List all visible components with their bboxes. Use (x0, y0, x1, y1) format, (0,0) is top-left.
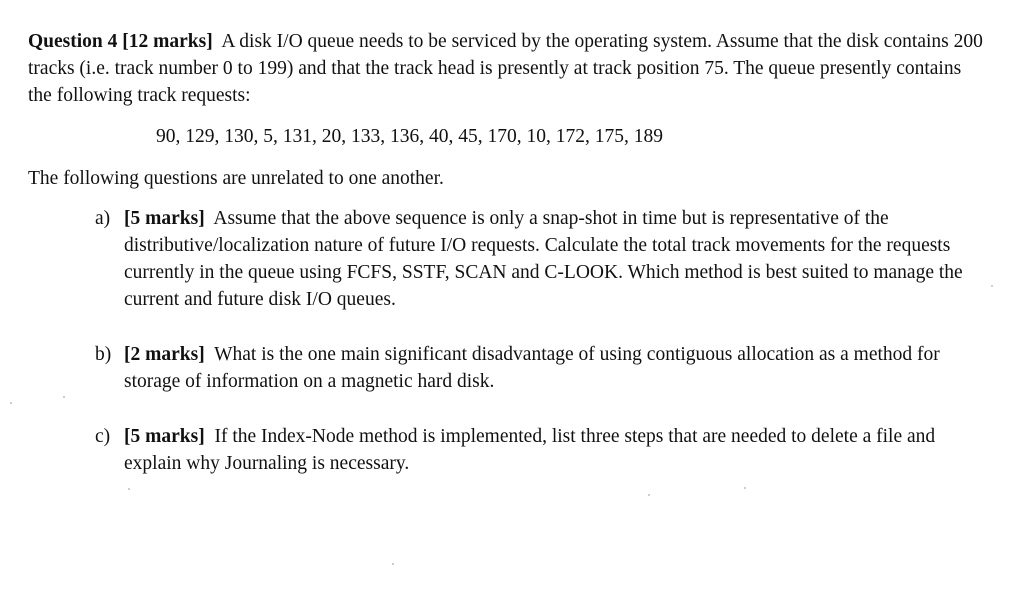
part-a-content (124, 205, 990, 313)
part-c-text: If the Index-Node method is implemented, list three steps that are needed to delete a file and explain why Journaling is necessary. (124, 426, 936, 474)
scan-speck (63, 396, 65, 398)
part-b-marks: [2 marks] (124, 344, 205, 365)
part-a-marks: [5 marks] (124, 208, 205, 229)
question-intro (28, 28, 988, 109)
part-c-marks: [5 marks] (124, 426, 205, 447)
track-request-sequence: 90, 129, 130, 5, 131, 20, 133, 136, 40, 45, 170, 10, 172, 175, 189 (156, 126, 663, 147)
part-b-text: What is the one main significant disadvantage of using contiguous allocation as a method for storage of information on a magnetic hard disk. (124, 344, 940, 392)
scan-speck (392, 563, 394, 565)
unrelated-note: The following questions are unrelated to one another. (28, 168, 444, 189)
part-c-letter: c) (95, 426, 111, 447)
question-intro-text: A disk I/O queue needs to be serviced by the operating system. Assume that the disk contains 200 tracks (i.e. track number 0 to 199) and that the track head is presently at track position 75. The queue presently contains the following track requests: (28, 31, 983, 106)
scan-speck (128, 488, 130, 490)
question-label: Question 4 [12 marks] (28, 31, 213, 52)
part-a-letter: a) (95, 208, 111, 229)
scan-speck (648, 494, 650, 496)
part-b-letter: b) (95, 344, 112, 365)
part-b-content (124, 341, 990, 395)
part-a-text: Assume that the above sequence is only a snap-shot in time but is representative of the distributive/localization nature of future I/O requests. Calculate the total track movements for the requests currently in the queue using FCFS, SSTF, SCAN and C-LOOK. Which method is best suited to manage the current and future disk I/O queues. (124, 208, 963, 310)
scan-speck (744, 487, 746, 489)
scan-speck (991, 285, 993, 287)
scan-speck (10, 402, 12, 404)
part-c-content (124, 423, 990, 477)
